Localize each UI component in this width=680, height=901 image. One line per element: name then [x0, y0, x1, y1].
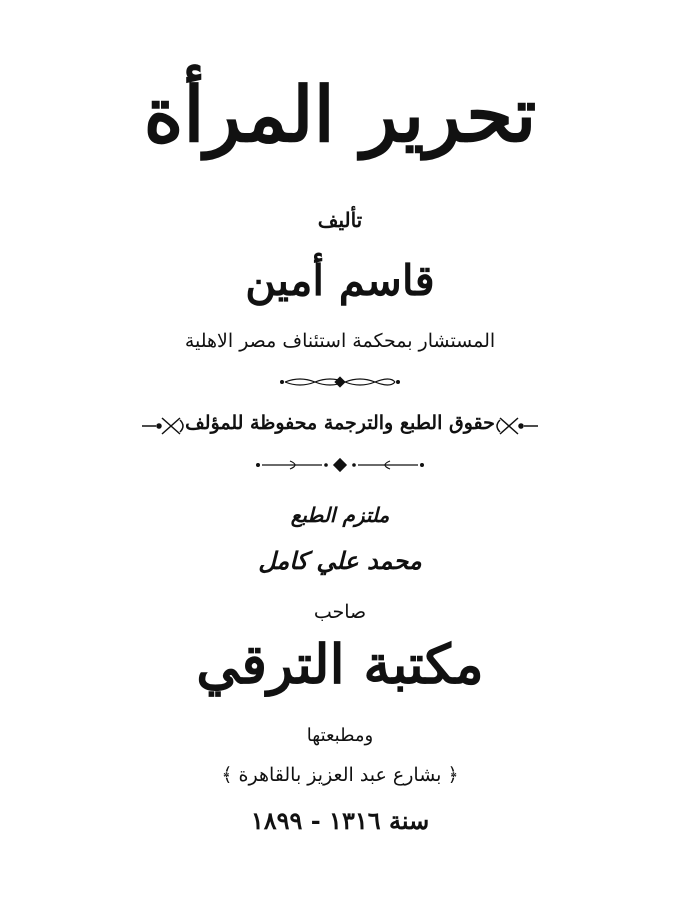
owner-of-label: صاحب: [313, 601, 367, 623]
author-name: قاسم أمين: [245, 256, 435, 305]
publisher-name: محمد علي كامل: [258, 546, 422, 575]
fleuron-right-icon: [492, 414, 540, 438]
publication-year: سنة ١٣١٦ - ١٨٩٩: [250, 806, 430, 835]
book-title: تحرير المرأة: [143, 70, 537, 159]
author-role: المستشار بمحكمة استئناف مصر الاهلية: [184, 330, 496, 352]
and-press-label: ومطبعتها: [306, 725, 374, 746]
address: ﴿ بشارع عبد العزيز بالقاهرة ﴾: [221, 764, 459, 786]
rights-row: [140, 410, 540, 446]
authored-by-label: تأليف: [317, 208, 363, 232]
library-name: مكتبة الترقي: [196, 632, 484, 696]
ornament-divider-bottom: [0, 455, 680, 475]
publisher-label: ملتزم الطبع: [290, 503, 390, 527]
ornament-divider-top: [0, 372, 680, 392]
rights-notice: حقوق الطبع والترجمة محفوظة للمؤلف: [185, 412, 495, 434]
